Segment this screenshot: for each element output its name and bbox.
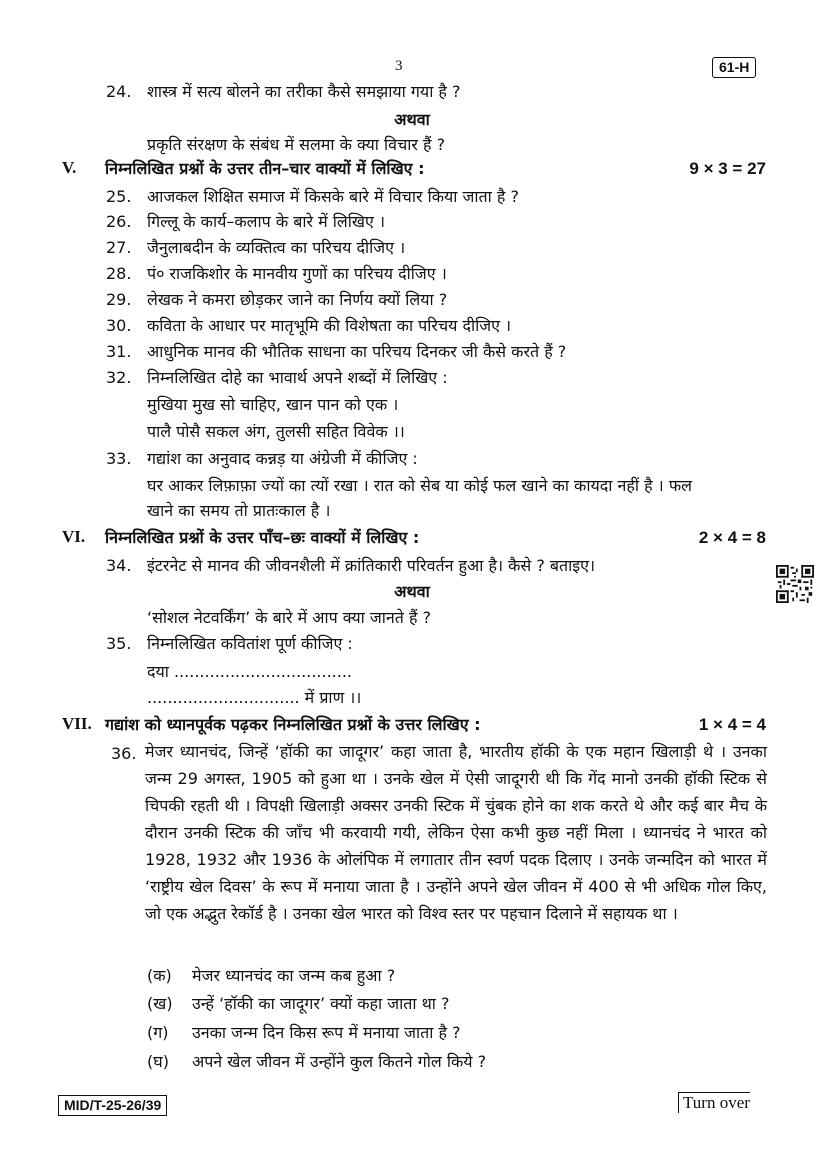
section-vii-roman: VII. — [62, 714, 92, 733]
q33-number: 33. — [106, 449, 132, 468]
section-v-title: निम्नलिखित प्रश्नों के उत्तर तीन–चार वाक्यों में लिखिए : — [105, 159, 425, 178]
q34-alt-text: ‘सोशल नेटवर्किंग’ के बारे में आप क्या जानते हैं ? — [147, 608, 432, 627]
section-v-roman: V. — [62, 158, 77, 177]
q34-or: अथवा — [394, 582, 430, 601]
q33-passage-line1: घर आकर लिफ़ाफ़ा ज्यों का त्यों रखा । रात को सेब या कोई फल खाने का कायदा नहीं है । फल — [147, 476, 693, 495]
q36-sub-b-label: (ख) — [147, 994, 173, 1013]
q29-number: 29. — [106, 290, 132, 309]
page-number: 3 — [395, 58, 403, 74]
q36-passage: मेजर ध्यानचंद, जिन्हें ‘हॉकी का जादूगर’ कहा जाता है, भारतीय हॉकी के एक महान खिलाड़ी थे । उनका जन्म 29 अगस्त, 1905 को हुआ था । उनके खेल में ऐसी जादूगरी थी कि गेंद मानो उनकी हॉकी स्टिक से चिपकी रहती थी । विपक्षी खिलाड़ी अक्सर उनकी स्टिक में चुंबक होने का शक करते थे और कई बार मैच के दौरान उनकी स्टिक की जाँच भी करवायी गयी, लेकिन ऐसा कभी कुछ नहीं मिला । ध्यानचंद ने भारत को 1928, 1932 और 1936 के ओलंपिक में लगातार तीन स्वर्ण पदक दिलाए । उनके जन्मदिन को भारत में ‘राष्ट्रीय खेल दिवस’ के रूप में मनाया जाता है । उन्होंने अपने खेल जीवन में 400 से भी अधिक गोल किए, जो एक अद्भुत रेकॉर्ड है । उनका खेल भारत को विश्व स्तर पर पहचान दिलाने में सहायक था । — [145, 742, 767, 923]
section-vi-title: निम्नलिखित प्रश्नों के उत्तर पाँच–छः वाक्यों में लिखिए : — [105, 528, 420, 547]
q36-sub-a-label: (क) — [147, 966, 172, 985]
q36-sub-c-label: (ग) — [147, 1023, 169, 1042]
q32-doha-line2: पालै पोसै सकल अंग, तुलसी सहित विवेक ।। — [147, 422, 405, 441]
q33-text: गद्यांश का अनुवाद कन्नड़ या अंग्रेजी में कीजिए : — [147, 449, 418, 468]
q31-text: आधुनिक मानव की भौतिक साधना का परिचय दिनकर जी कैसे करते हैं ? — [147, 342, 567, 361]
q26-number: 26. — [106, 212, 132, 231]
q25-number: 25. — [106, 187, 132, 206]
q27-text: जैनुलाबदीन के व्यक्तित्व का परिचय दीजिए । — [147, 238, 406, 257]
turn-over: Turn over — [678, 1092, 750, 1113]
q28-text: पं० राजकिशोर के मानवीय गुणों का परिचय दीजिए । — [147, 264, 447, 283]
q36-number: 36. — [111, 744, 137, 763]
q32-doha-line1: मुखिया मुख सो चाहिए, खान पान को एक । — [147, 395, 399, 414]
q34-text: इंटरनेट से मानव की जीवनशैली में क्रांतिकारी परिवर्तन हुआ है। कैसे ? बताइए। — [147, 556, 596, 575]
q32-number: 32. — [106, 368, 132, 387]
q36-sub-c-text: उनका जन्म दिन किस रूप में मनाया जाता है ? — [192, 1023, 461, 1042]
q35-verse-line1: दया ................................... — [147, 662, 353, 681]
q24-text: शास्त्र में सत्य बोलने का तरीका कैसे समझाया गया है ? — [147, 82, 461, 101]
q30-number: 30. — [106, 316, 132, 335]
q36-sub-d-text: अपने खेल जीवन में उन्होंने कुल कितने गोल किये ? — [192, 1052, 487, 1071]
q27-number: 27. — [106, 238, 132, 257]
q29-text: लेखक ने कमरा छोड़कर जाने का निर्णय क्यों लिया ? — [147, 290, 448, 309]
q34-number: 34. — [106, 556, 132, 575]
section-v-marks: 9 × 3 = 27 — [689, 159, 766, 178]
q35-number: 35. — [106, 634, 132, 653]
q36-sub-d-label: (घ) — [147, 1052, 169, 1071]
q35-text: निम्नलिखित कवितांश पूर्ण कीजिए : — [147, 634, 353, 653]
footer-code: MID/T-25-26/39 — [58, 1095, 167, 1116]
q35-verse-line2: .............................. में प्राण ।। — [147, 688, 362, 707]
section-vii-marks: 1 × 4 = 4 — [698, 715, 766, 734]
section-vi-marks: 2 × 4 = 8 — [698, 528, 766, 547]
qr-code-icon — [776, 565, 814, 603]
section-vii-title: गद्यांश को ध्यानपूर्वक पढ़कर निम्नलिखित प्रश्नों के उत्तर लिखिए : — [105, 715, 481, 734]
q32-text: निम्नलिखित दोहे का भावार्थ अपने शब्दों में लिखिए : — [147, 368, 448, 387]
q36-sub-b-text: उन्हें ‘हॉकी का जादूगर’ क्यों कहा जाता था ? — [192, 994, 450, 1013]
q31-number: 31. — [106, 342, 132, 361]
section-vi-roman: VI. — [62, 527, 86, 546]
q24-alt-text: प्रकृति संरक्षण के संबंध में सलमा के क्या विचार हैं ? — [147, 135, 446, 154]
q24-or: अथवा — [394, 110, 430, 129]
q25-text: आजकल शिक्षित समाज में किसके बारे में विचार किया जाता है ? — [147, 187, 519, 206]
q24-number: 24. — [106, 82, 132, 101]
q26-text: गिल्लू के कार्य–कलाप के बारे में लिखिए । — [147, 212, 386, 231]
q36-sub-a-text: मेजर ध्यानचंद का जन्म कब हुआ ? — [192, 966, 396, 985]
q28-number: 28. — [106, 264, 132, 283]
paper-code: 61-H — [712, 57, 756, 78]
q30-text: कविता के आधार पर मातृभूमि की विशेषता का परिचय दीजिए । — [147, 316, 512, 335]
q33-passage-line2: खाने का समय तो प्रातःकाल है । — [147, 501, 331, 520]
